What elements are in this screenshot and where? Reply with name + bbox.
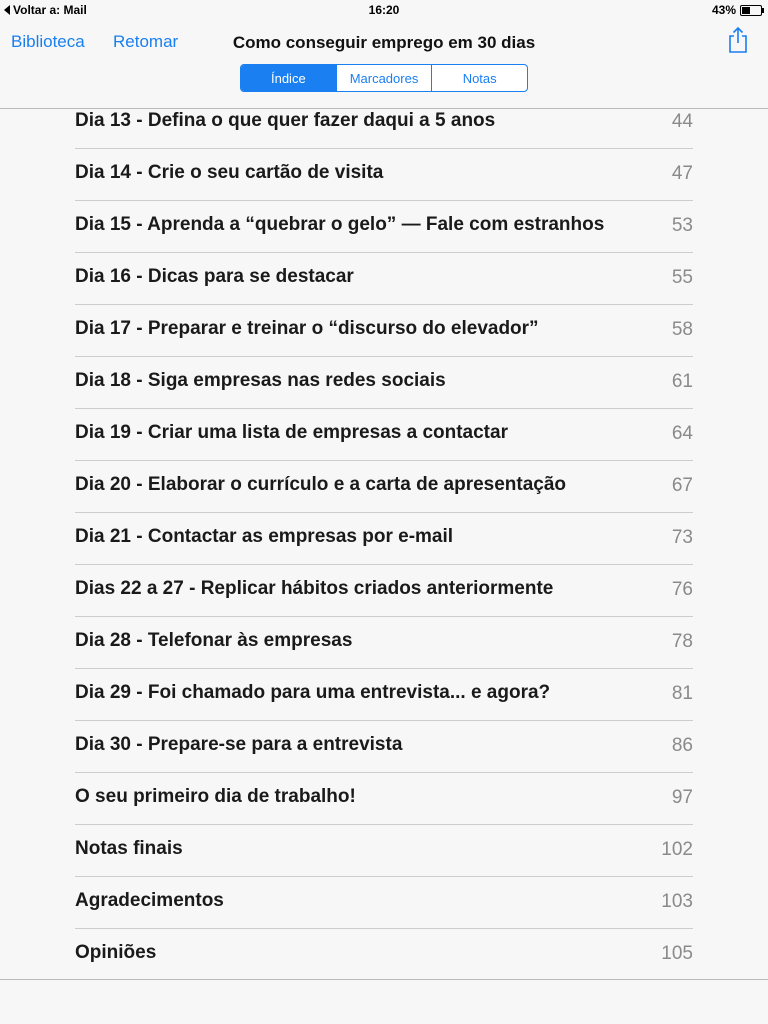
toc-row[interactable] [75, 408, 693, 461]
toc-page-number: 58 [671, 319, 693, 340]
toc-chapter-title: Dias 22 a 27 - Replicar hábitos criados anteriormente [75, 578, 554, 599]
toc-chapter-title: Dia 15 - Aprenda a “quebrar o gelo” — Fale com estranhos [75, 214, 605, 235]
toc-row[interactable] [75, 356, 693, 409]
resume-button[interactable]: Retomar [113, 32, 179, 51]
toc-chapter-title: Dia 13 - Defina o que quer fazer daqui a 5 anos [75, 110, 496, 131]
toc-page-number: 47 [671, 163, 693, 184]
toc-page-number: 105 [661, 943, 693, 964]
toc-row[interactable] [75, 304, 693, 357]
toc-chapter-title: Dia 21 - Contactar as empresas por e-mail [75, 526, 454, 547]
toc-page-number: 55 [671, 267, 693, 288]
battery-fill [742, 7, 750, 14]
toc-page-number: 103 [661, 891, 693, 912]
toc-chapter-title: Dia 29 - Foi chamado para uma entrevista... e agora? [75, 682, 551, 703]
toc-page-number: 61 [671, 371, 693, 392]
toc-row[interactable] [75, 876, 693, 929]
toc-page-number: 78 [671, 631, 693, 652]
toc-chapter-title: Dia 20 - Elaborar o currículo e a carta de apresentação [75, 474, 567, 495]
toc-row[interactable] [75, 200, 693, 253]
tab-index[interactable]: Índice [241, 65, 336, 91]
tab-bookmarks[interactable]: Marcadores [336, 65, 432, 91]
toc-page-number: 73 [671, 527, 693, 548]
status-time: 16:20 [368, 3, 400, 17]
toc-chapter-title: Dia 16 - Dicas para se destacar [75, 266, 354, 287]
toc-chapter-title: O seu primeiro dia de trabalho! [75, 786, 356, 807]
battery-icon [740, 5, 762, 16]
toc-chapter-title: Dia 14 - Crie o seu cartão de visita [75, 162, 384, 183]
toc-row[interactable] [75, 668, 693, 721]
toc-row[interactable] [75, 148, 693, 201]
toc-row[interactable] [75, 772, 693, 825]
toc-row[interactable] [75, 460, 693, 513]
battery-indicator [712, 3, 762, 17]
toc-row[interactable] [75, 616, 693, 669]
toc-page-number: 44 [671, 111, 693, 132]
toc-row[interactable] [75, 512, 693, 565]
toc-chapter-title: Agradecimentos [75, 890, 224, 911]
toc-page-number: 76 [671, 579, 693, 600]
toc-row[interactable] [75, 252, 693, 305]
toc-chapter-title: Notas finais [75, 838, 183, 859]
toc-page-number: 81 [671, 683, 693, 704]
toc-page-number: 67 [671, 475, 693, 496]
toc-chapter-title: Dia 18 - Siga empresas nas redes sociais [75, 370, 446, 391]
toc-chapter-title: Dia 17 - Preparar e treinar o “discurso do elevador” [75, 318, 539, 339]
tab-notes[interactable]: Notas [431, 65, 527, 91]
toc-row[interactable] [75, 928, 693, 980]
book-title: Como conseguir emprego em 30 dias [232, 33, 536, 52]
status-bar [0, 0, 768, 22]
toc-page-number: 102 [661, 839, 693, 860]
table-of-contents [0, 96, 768, 980]
view-segmented-control [240, 64, 528, 92]
toc-chapter-title: Dia 28 - Telefonar às empresas [75, 630, 353, 651]
back-label: Voltar a: Mail [13, 3, 87, 17]
toc-row[interactable] [75, 824, 693, 877]
toc-chapter-title: Dia 19 - Criar uma lista de empresas a contactar [75, 422, 508, 443]
share-icon[interactable] [727, 26, 749, 54]
toc-row[interactable] [75, 564, 693, 617]
battery-percent: 43% [711, 3, 736, 17]
toc-page-number: 97 [671, 787, 693, 808]
toc-page-number: 86 [671, 735, 693, 756]
toc-chapter-title: Opiniões [75, 942, 157, 963]
toc-row[interactable] [75, 96, 693, 149]
toc-chapter-title: Dia 30 - Prepare-se para a entrevista [75, 734, 403, 755]
library-button[interactable]: Biblioteca [11, 32, 85, 51]
toc-page-number: 64 [671, 423, 693, 444]
bottom-divider [0, 979, 768, 980]
toc-row[interactable] [75, 720, 693, 773]
toc-page-number: 53 [671, 215, 693, 236]
